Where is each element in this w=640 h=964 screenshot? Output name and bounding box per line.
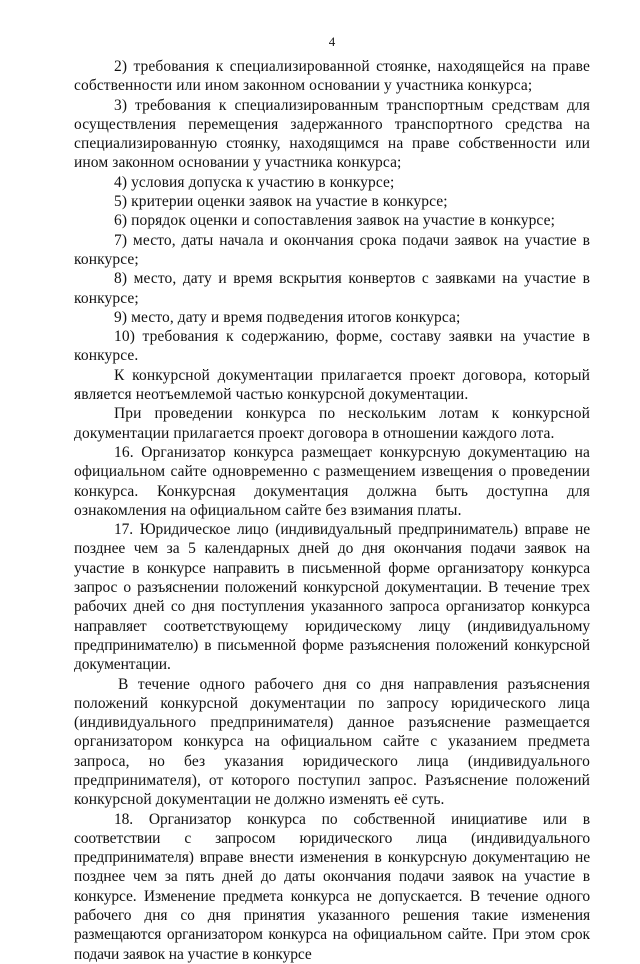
list-item-4: 4) условия допуска к участию в конкурсе; xyxy=(114,173,395,191)
page-number: 4 xyxy=(328,34,336,49)
paragraph-contract-draft: К конкурсной документации прилагается проект договора, который является неотъемлемой частью конкурсной документации. xyxy=(74,366,590,404)
document-page xyxy=(74,0,590,963)
list-item-9: 9) место, дату и время подведения итогов конкурса; xyxy=(114,308,461,326)
list-item-8: 8) место, дату и время вскрытия конвертов с заявками на участие в конкурсе; xyxy=(74,270,590,307)
list-item-6: 6) порядок оценки и сопоставления заявок на участие в конкурсе; xyxy=(114,212,555,230)
list-item-5: 5) критерии оценки заявок на участие в конкурсе; xyxy=(114,193,448,211)
clause-17: 17. Юридическое лицо (индивидуальный предприниматель) вправе не позднее чем за 5 календарных дней до дня окончания подачи заявок на участие в конкурсе направить в письменной форме организатору конкурса запрос о разъяснении положений конкурсной документации. В течение трех рабочих дней со дня поступления указанного запроса организатор конкурса направляет соответствующему юридическому лицу (индивидуальному предпринимателю) в письменной форме разъяснения положений конкурсной документации. xyxy=(74,521,590,674)
list-item-10: 10) требования к содержанию, форме, составу заявки на участие в конкурсе. xyxy=(74,328,590,365)
clause-18: 18. Организатор конкурса по собственной инициативе или в соответствии с запросом юридического лица (индивидуального предпринимателя) вправе внести изменения в конкурсную документацию не позднее чем за пять дней до даты окончания подачи заявок на участие в конкурсе. Изменение предмета конкурса не допускается. В течение одного рабочего дня со дня принятия указанного решения такие изменения размещаются организатором конкурса на официальном сайте. При этом срок подачи заявок на участие в конкурсе xyxy=(74,810,590,963)
clause-17-clarification: В течение одного рабочего дня со дня направления разъяснения положений конкурсной документации по запросу юридического лица (индивидуального предпринимателя) данное разъяснение размещается организатором конкурса на официальном сайте с указанием предмета запроса, но без указания юридического лица (индивидуального предпринимателя), от которого поступил запрос. Разъяснение положений конкурсной документации не должно изменять её суть. xyxy=(74,675,590,809)
list-item-7: 7) место, даты начала и окончания срока подачи заявок на участие в конкурсе; xyxy=(74,231,590,268)
list-item-3: 3) требования к специализированным транспортным средствам для осуществления перемещения задержанного транспортного средства на специализированную стоянку, находящимся на праве собственности или ином законном основании у участника конкурса; xyxy=(74,96,590,172)
list-item-2: 2) требования к специализированной стоянке, находящейся на праве собственности или ином законном основании у участника конкурса; xyxy=(74,58,590,95)
clause-16: 16. Организатор конкурса размещает конкурсную документацию на официальном сайте одновременно с размещением извещения о проведении конкурса. Конкурсная документация должна быть доступна для ознакомления на официальном сайте без взимания платы. xyxy=(74,443,590,519)
paragraph-multiple-lots: При проведении конкурса по нескольким лотам к конкурсной документации прилагается проект договора в отношении каждого лота. xyxy=(74,405,590,442)
